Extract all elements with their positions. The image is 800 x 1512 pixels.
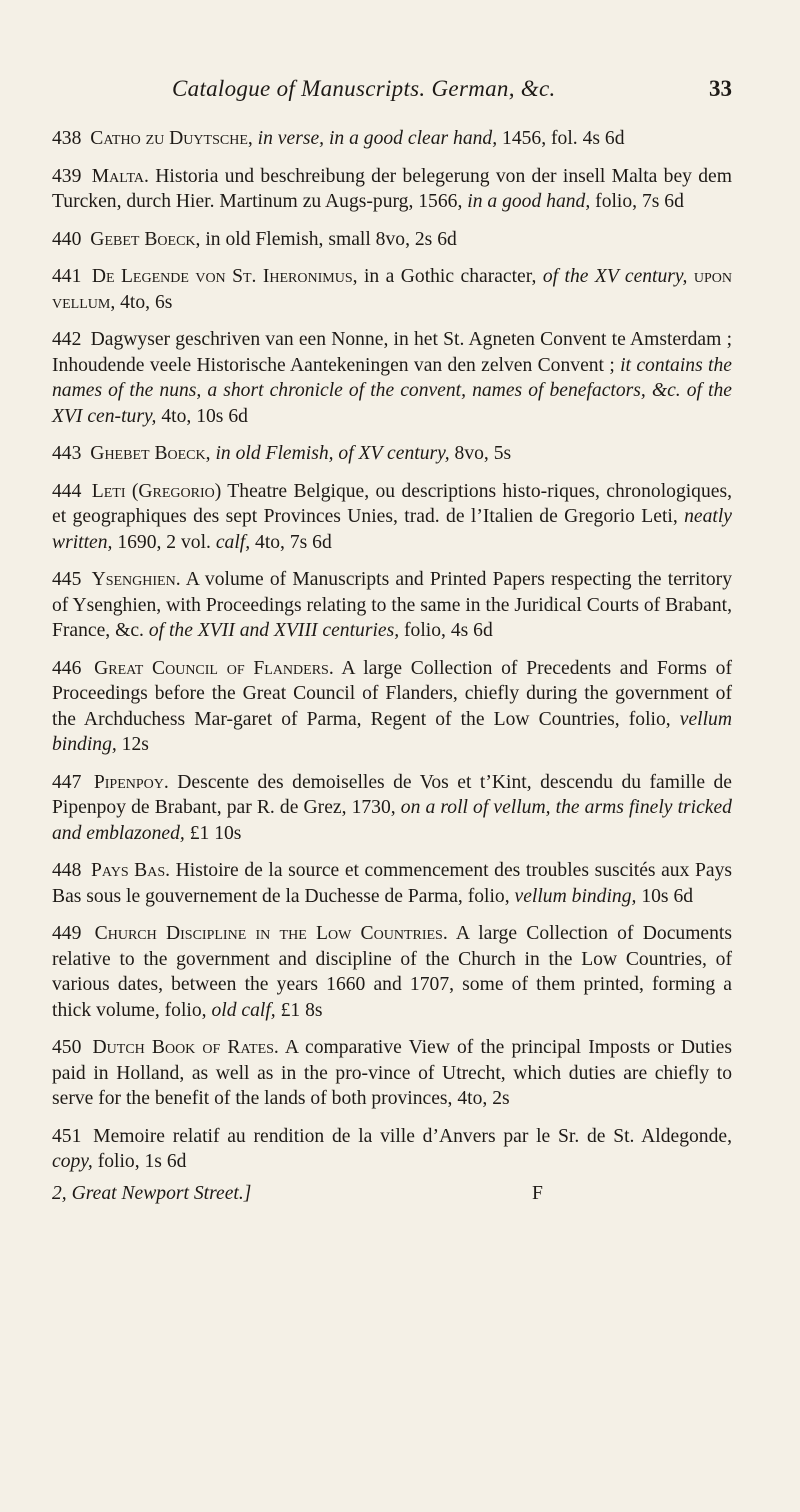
entry-text: folio, 7s 6d [590, 191, 684, 212]
catalogue-entry [52, 858, 732, 909]
entry-text: Gebet Boeck, [90, 228, 201, 250]
entry-text: Theatre Belgique, ou descriptions histo-riques, chronologiques, et geographiques des sept Provinces Unies, trad. de l’Italien de Gregorio Leti, [52, 480, 732, 527]
entry-text: old calf, [211, 999, 276, 1021]
entry-text: in a Gothic character, [357, 266, 543, 287]
entry-text: 4to, 7s 6d [250, 531, 332, 553]
entry-text: Histoire de la source et commencement des troubles suscités aux Pays Bas sous le gouvernement de la Duchesse de Parma, folio, [52, 860, 732, 907]
entry-text: £1 8s [275, 999, 323, 1021]
entry-number: 439 [52, 165, 82, 187]
catalogue-entry [52, 921, 732, 1023]
signature-mark: F [532, 1182, 543, 1204]
entry-text: vellum binding, [52, 708, 732, 755]
entry-text: Dagwyser geschriven van een Nonne, in het St. Agneten Convent te Amsterdam ; Inhoudende veele Historische Aantekeningen van den zelven Convent ; [52, 329, 733, 376]
entry-number: 448 [52, 860, 82, 881]
entry-number: 438 [52, 128, 82, 149]
entry-text: copy, [52, 1151, 93, 1172]
entry-text: 8vo, 5s [449, 443, 512, 464]
entry-text: Great Council of Flanders. [94, 657, 334, 679]
entry-number: 441 [52, 266, 82, 287]
catalogue-entry [52, 567, 732, 644]
entry-text: vellum binding, [514, 885, 637, 907]
entry-text: folio, 1s 6d [92, 1151, 187, 1172]
entry-text: 4to, 6s [115, 291, 173, 313]
entry-text: Memoire relatif au rendition de la ville d’Anvers par le Sr. de St. Aldegonde, [93, 1125, 732, 1147]
entry-number: 442 [52, 329, 82, 350]
entry-number: 447 [52, 771, 82, 793]
entry-number: 446 [52, 657, 82, 679]
entry-text: Catho zu Duytsche, [90, 128, 253, 149]
entry-text: 4to, 10s 6d [156, 405, 248, 427]
entry-text: it contains the names of the nuns, a short chronicle of the convent, names of benefactors, &c. of the XVI cen-tury, [52, 354, 732, 427]
entry-text: Ysenghien. [91, 569, 181, 590]
catalogue-entry [52, 164, 732, 215]
entry-text: in verse, in a good clear hand, [257, 128, 498, 149]
entry-number: 440 [52, 228, 82, 250]
entry-text: on a roll of vellum, the arms finely tricked and emblazoned, [52, 797, 732, 844]
entry-text: £1 10s [184, 822, 242, 844]
entry-number: 451 [52, 1125, 82, 1147]
catalogue-entry [52, 227, 732, 253]
entry-text: 10s 6d [636, 885, 694, 907]
entry-number: 444 [52, 480, 82, 502]
running-title: Catalogue of Manuscripts. German, &c. [172, 76, 556, 101]
entry-text: De Legende von St. Iheronimus, [91, 266, 358, 287]
entry-text: Pipenpoy. [93, 771, 169, 793]
entry-text: folio, 4s 6d [399, 620, 493, 641]
catalogue-entry [52, 441, 732, 467]
catalogue-entry [52, 264, 732, 315]
entry-number: 443 [52, 443, 82, 464]
catalogue-entries [52, 126, 732, 1175]
entry-text: in a good hand, [467, 191, 591, 212]
page-footer [52, 1183, 732, 1211]
entry-text: Dutch Book of Rates. [92, 1037, 279, 1058]
catalogue-entry [52, 126, 732, 152]
entry-text: Pays Bas. [90, 860, 171, 881]
page-number: 33 [709, 76, 732, 101]
catalogue-entry [52, 656, 732, 758]
catalogue-entry [52, 479, 732, 556]
publisher-imprint: 2, Great Newport Street.] [52, 1182, 252, 1204]
entry-text: of the XV century, [542, 266, 688, 287]
entry-number: 449 [52, 923, 82, 944]
entry-text: of the XVII and XVIII centuries, [148, 620, 400, 641]
entry-text: A volume of Manuscripts and Printed Papers respecting the territory of Ysenghien, with Proceedings relating to the same in the Juridical Courts of Brabant, France, &c. [52, 569, 733, 641]
entry-text: neatly written, [52, 506, 732, 553]
entry-text: A large Collection of Documents relative to the government and discipline of the Church in the Low Countries, of various dates, between the years 1660 and 1707, some of them printed, forming a thick volume, folio, [52, 923, 732, 1021]
entry-number: 450 [52, 1037, 82, 1058]
catalogue-entry [52, 1035, 732, 1112]
entry-number: 445 [52, 569, 82, 590]
entry-text: Descente des demoiselles de Vos et t’Kint, descendu du famille de Pipenpoy de Brabant, par R. de Grez, 1730, [52, 771, 732, 818]
entry-text: in old Flemish, of XV century, [215, 443, 450, 464]
entry-text: A large Collection of Precedents and Forms of Proceedings before the Great Council of Flanders, chiefly during the government of the Archduchess Mar-garet of Parma, Regent of the Low Countries, folio, [52, 657, 732, 730]
entry-text: Malta. [91, 165, 149, 187]
entry-text: in old Flemish, small 8vo, 2s 6d [200, 228, 457, 250]
entry-text: Historia und beschreibung der belegerung von der insell Malta bey dem Turcken, durch Hier. Martinum zu Augs-purg, 1566, [52, 165, 732, 212]
catalogue-entry [52, 327, 732, 429]
entry-text: A comparative View of the principal Imposts or Duties paid in Holland, as well as in the pro-vince of Utrecht, which duties are chiefly to serve for the benefit of the lands of both provinces, 4to, 2s [52, 1037, 732, 1109]
entry-text: 1690, 2 vol. [112, 531, 216, 553]
entry-text: 12s [116, 734, 149, 755]
running-header [52, 76, 732, 116]
entry-text: calf, [215, 531, 251, 553]
entry-text: Church Discipline in the Low Countries. [94, 923, 448, 944]
entry-text: Leti (Gregorio) [91, 480, 222, 502]
catalogue-entry [52, 1124, 732, 1175]
entry-text: 1456, fol. 4s 6d [497, 128, 625, 149]
entry-text: upon vellum, [52, 266, 733, 313]
catalogue-entry [52, 770, 732, 847]
entry-text: Ghebet Boeck, [90, 443, 211, 464]
